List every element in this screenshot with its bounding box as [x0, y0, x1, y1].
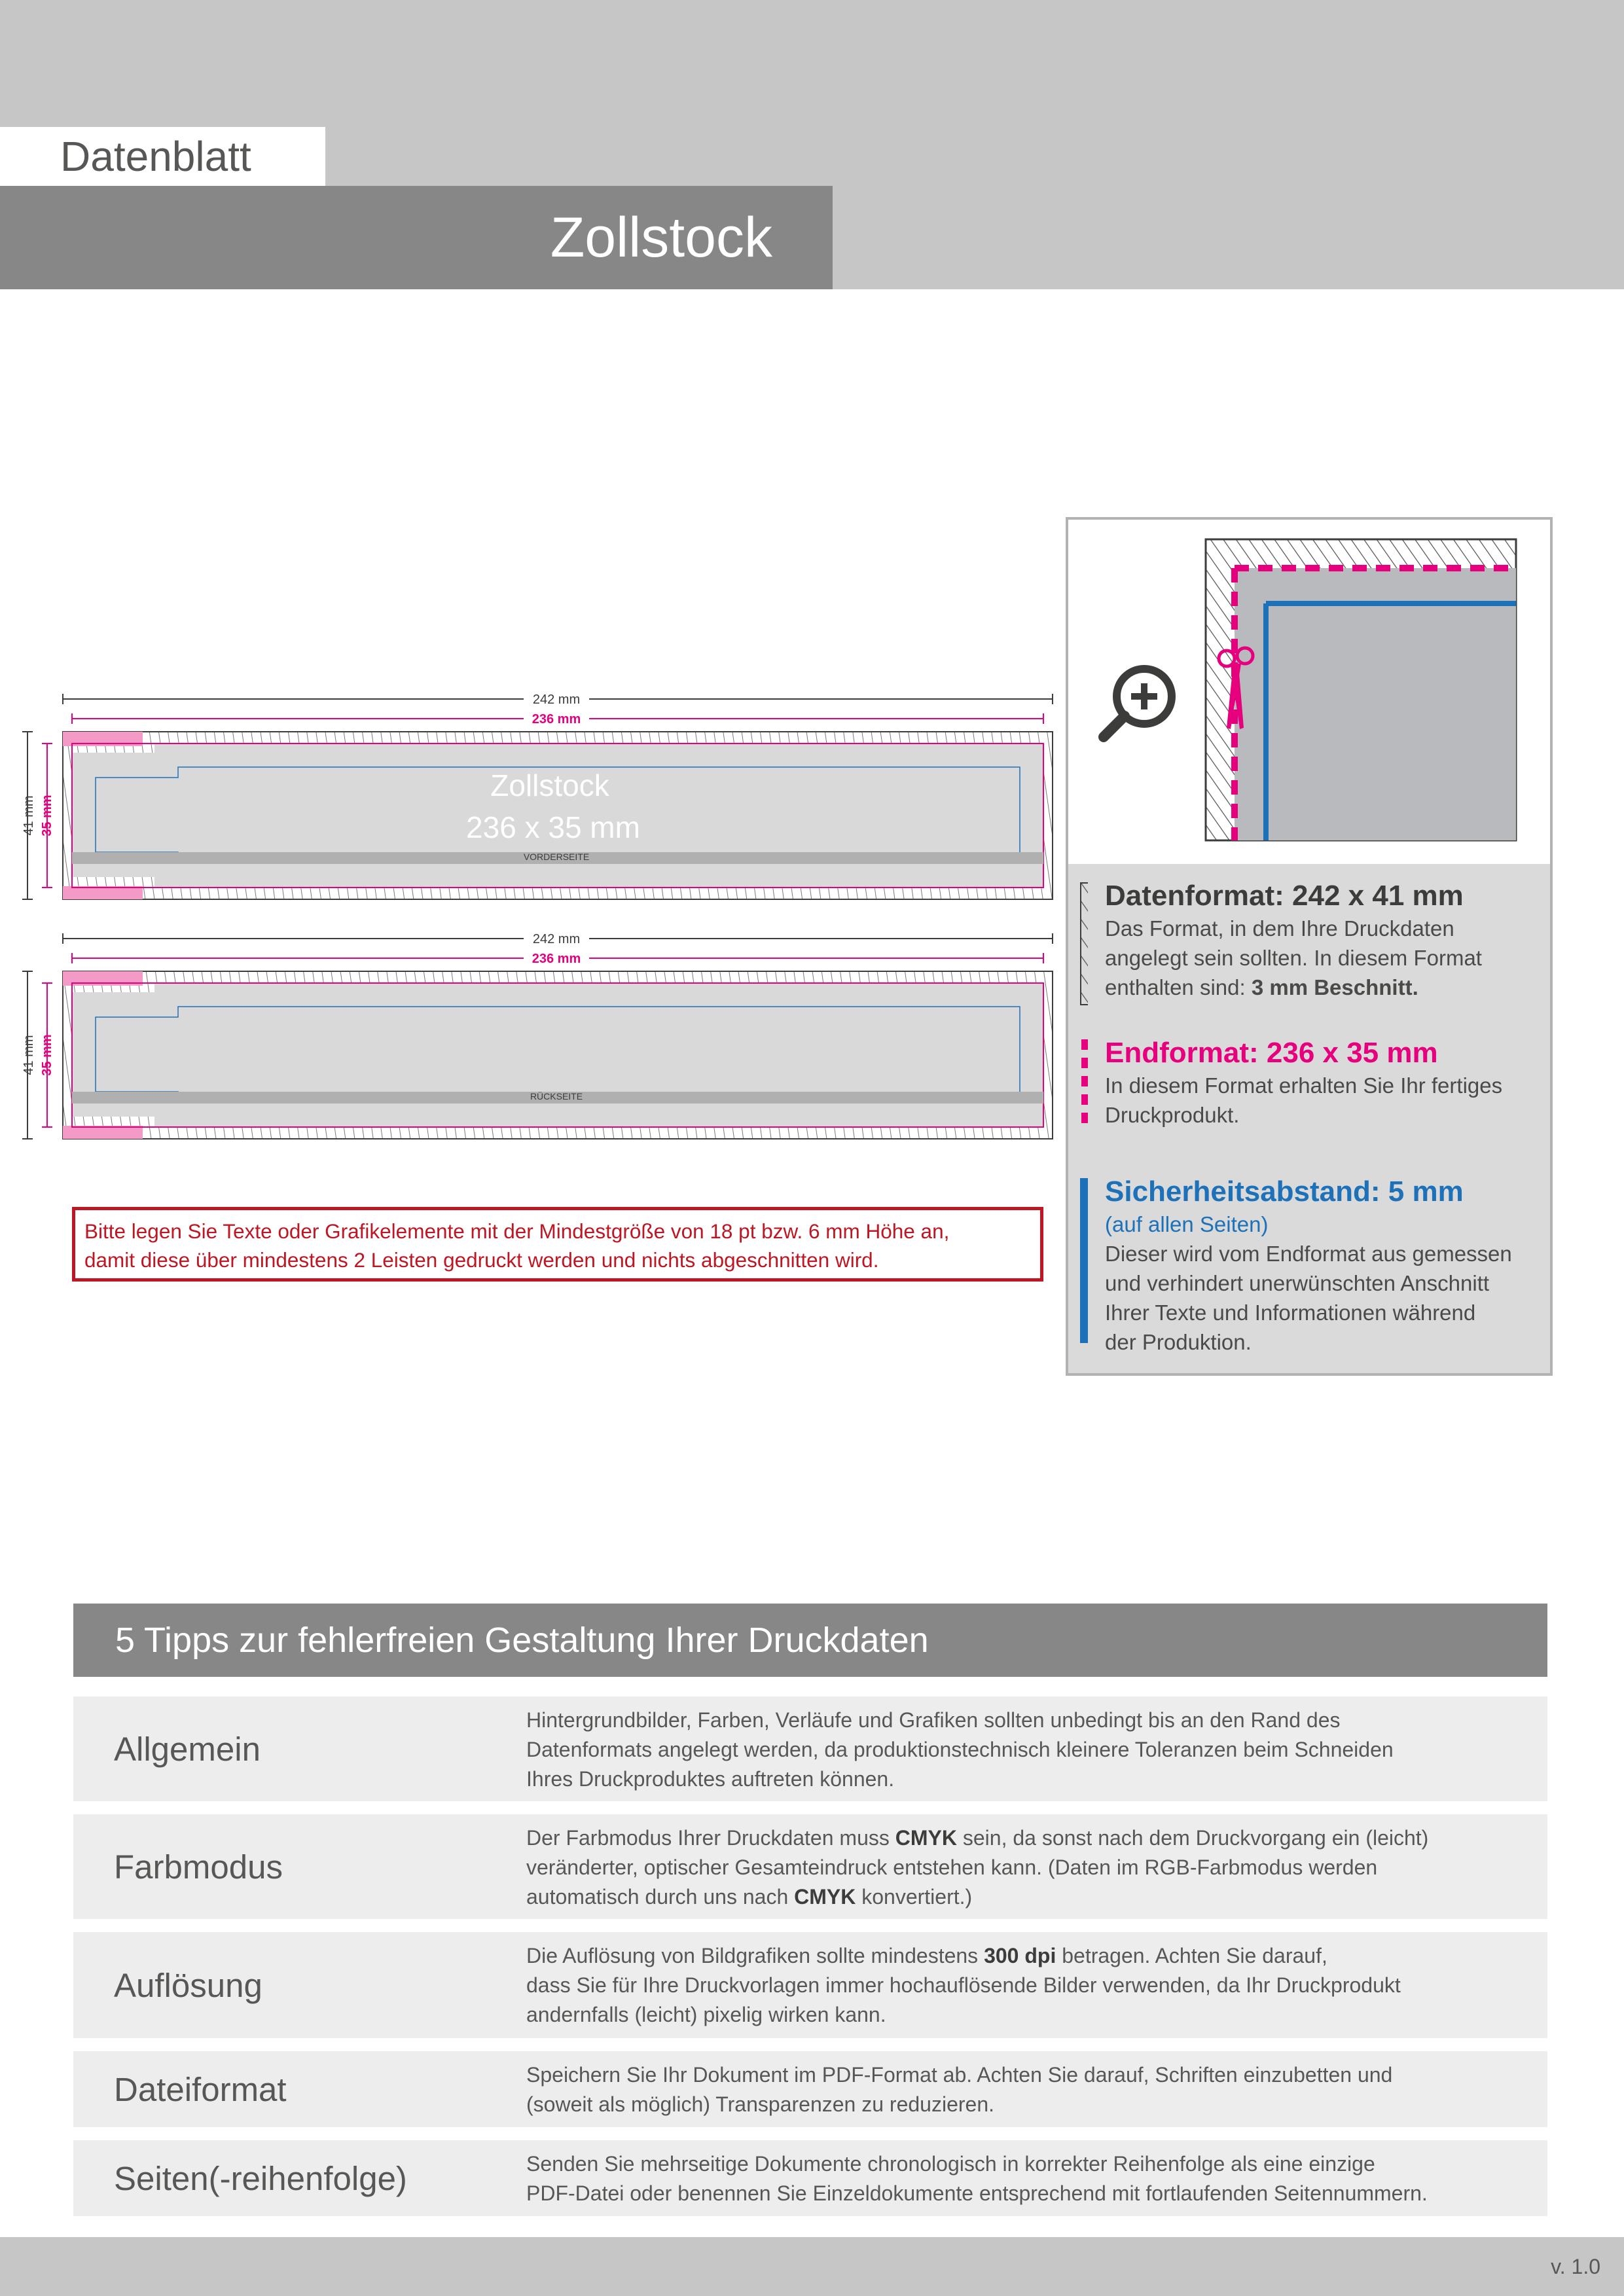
- tip-dateiformat: [73, 2051, 1547, 2127]
- sicherheit-title: Sicherheitsabstand: 5 mm: [1105, 1175, 1464, 1208]
- tip-allgemein-label: Allgemein: [114, 1730, 261, 1768]
- back-outer-dim-label: 242 mm: [532, 932, 581, 946]
- endformat-line2: Druckprodukt.: [1105, 1103, 1240, 1127]
- sicherheit-line-marker: [1080, 1178, 1088, 1343]
- tip-seiten: [73, 2140, 1547, 2216]
- version-label: v. 1.0: [1551, 2255, 1600, 2278]
- tip-farbmodus-text: [526, 1823, 1534, 1912]
- sicherheit-line4: der Produktion.: [1105, 1330, 1252, 1354]
- tip-seiten-line2: PDF-Datei oder benennen Sie Einzeldokumente entsprechend mit fortlaufenden Seitennummern.: [526, 2181, 1428, 2205]
- endformat-line1: In diesem Format erhalten Sie Ihr fertiges: [1105, 1073, 1503, 1098]
- front-side-drawing: [22, 691, 1053, 899]
- tip-dateiformat-line2: (soweit als möglich) Transparenzen zu reduzieren.: [526, 2092, 994, 2116]
- tip-seiten-text: [526, 2149, 1534, 2208]
- tip-aufloesung-line2: dass Sie für Ihre Druckvorlagen immer hochauflösende Bilder verwenden, da Ihr Druckprodukt: [526, 1973, 1401, 1997]
- tip-aufloesung-label: Auflösung: [114, 1966, 262, 2004]
- datenformat-line3-bold: 3 mm Beschnitt.: [1251, 975, 1418, 999]
- tips-heading: 5 Tipps zur fehlerfreien Gestaltung Ihrer Druckdaten: [115, 1621, 929, 1660]
- product-title: Zollstock: [550, 206, 772, 269]
- front-product-name: Zollstock: [490, 768, 609, 802]
- tip-dateiformat-text: [526, 2060, 1534, 2119]
- tip-farbmodus-line2: veränderter, optischer Gesamteindruck entstehen kann. (Daten im RGB-Farbmodus werden: [526, 1856, 1378, 1879]
- sicherheit-line1: Dieser wird vom Endformat aus gemessen: [1105, 1242, 1512, 1266]
- back-height-outer-label: 41 mm: [22, 1035, 36, 1075]
- tip-allgemein: [73, 1696, 1547, 1801]
- legend-datenformat: [1105, 878, 1537, 1002]
- datenformat-hatch-marker: [1080, 882, 1088, 1007]
- tips-heading-bar: [73, 1604, 1547, 1677]
- format-drawing-svg: [0, 0, 1074, 1165]
- tip-allgemein-text: [526, 1706, 1534, 1794]
- tip-aufloesung-text: [526, 1941, 1534, 2030]
- front-final-dim-label: 236 mm: [532, 712, 581, 726]
- zoom-in-icon: [1104, 669, 1172, 737]
- back-height-final-label: 35 mm: [40, 1034, 54, 1076]
- legend-zoom-svg: [1068, 520, 1550, 867]
- warning-line1: Bitte legen Sie Texte oder Grafikelemente mit der Mindestgröße von 18 pt bzw. 6 mm Höhe an,: [84, 1219, 950, 1243]
- tip-dateiformat-line1: Speichern Sie Ihr Dokument im PDF-Format ab. Achten Sie darauf, Schriften einzubetten und: [526, 2063, 1393, 2087]
- tip-allgemein-line1: Hintergrundbilder, Farben, Verläufe und Grafiken sollten unbedingt bis an den Rand des: [526, 1708, 1341, 1732]
- warning-line2: damit diese über mindestens 2 Leisten gedruckt werden und nichts abgeschnitten wird.: [84, 1248, 879, 1272]
- front-side-label: VORDERSEITE: [523, 852, 590, 862]
- datenformat-line3-prefix: enthalten sind:: [1105, 975, 1252, 999]
- tip-aufloesung-line1: Die Auflösung von Bildgrafiken sollte mindestens 300 dpi betragen. Achten Sie darauf,: [526, 1944, 1327, 1967]
- tip-allgemein-line2: Datenformats angelegt werden, da produktionstechnisch kleinere Toleranzen beim Schneiden: [526, 1738, 1394, 1761]
- footer-band: [0, 2237, 1624, 2296]
- sicherheit-line3: Ihrer Texte und Informationen während: [1105, 1300, 1476, 1325]
- sicherheit-sub: (auf allen Seiten): [1105, 1212, 1269, 1236]
- datenformat-title: Datenformat: 242 x 41 mm: [1105, 880, 1464, 912]
- tip-aufloesung: [73, 1932, 1547, 2038]
- tip-farbmodus: [73, 1814, 1547, 1919]
- tip-farbmodus-label: Farbmodus: [114, 1848, 283, 1886]
- warning-box: [72, 1207, 1043, 1282]
- tip-seiten-line1: Senden Sie mehrseitige Dokumente chronologisch in korrekter Reihenfolge als eine einzige: [526, 2152, 1375, 2176]
- doc-type-label: Datenblatt: [0, 127, 325, 186]
- endformat-title: Endformat: 236 x 35 mm: [1105, 1037, 1438, 1069]
- legend-panel: [1066, 864, 1553, 1376]
- front-height-final-label: 35 mm: [40, 795, 54, 836]
- tip-farbmodus-line1: Der Farbmodus Ihrer Druckdaten muss CMYK sein, da sonst nach dem Druckvorgang ein (leicht): [526, 1826, 1429, 1850]
- front-product-size: 236 x 35 mm: [466, 810, 640, 844]
- tip-seiten-label: Seiten(-reihenfolge): [114, 2159, 407, 2197]
- back-side-label: RÜCKSEITE: [530, 1091, 583, 1102]
- datenformat-line3: [1105, 973, 1537, 1002]
- tip-aufloesung-line3: andernfalls (leicht) pixelig wirken kann.: [526, 2003, 886, 2026]
- technical-drawing: [0, 0, 1074, 1165]
- legend-sicherheit: [1105, 1174, 1537, 1357]
- tip-dateiformat-label: Dateiformat: [114, 2070, 287, 2108]
- back-side-drawing: [22, 931, 1053, 1139]
- back-product-area: [72, 983, 1043, 1127]
- legend-zoom-panel: [1066, 517, 1553, 864]
- endformat-dash-marker: [1080, 1039, 1088, 1128]
- legend-endformat: [1105, 1035, 1537, 1130]
- front-outer-dim-label: 242 mm: [532, 692, 581, 707]
- sicherheit-line2: und verhindert unerwünschten Anschnitt: [1105, 1271, 1490, 1295]
- front-height-outer-label: 41 mm: [22, 795, 36, 836]
- tip-allgemein-line3: Ihres Druckproduktes auftreten können.: [526, 1767, 895, 1791]
- tip-farbmodus-line3: automatisch durch uns nach CMYK konvertiert.): [526, 1885, 973, 1909]
- back-final-dim-label: 236 mm: [532, 952, 581, 966]
- datenformat-line2: angelegt sein sollten. In diesem Format: [1105, 946, 1482, 970]
- datenformat-line1: Das Format, in dem Ihre Druckdaten: [1105, 916, 1454, 941]
